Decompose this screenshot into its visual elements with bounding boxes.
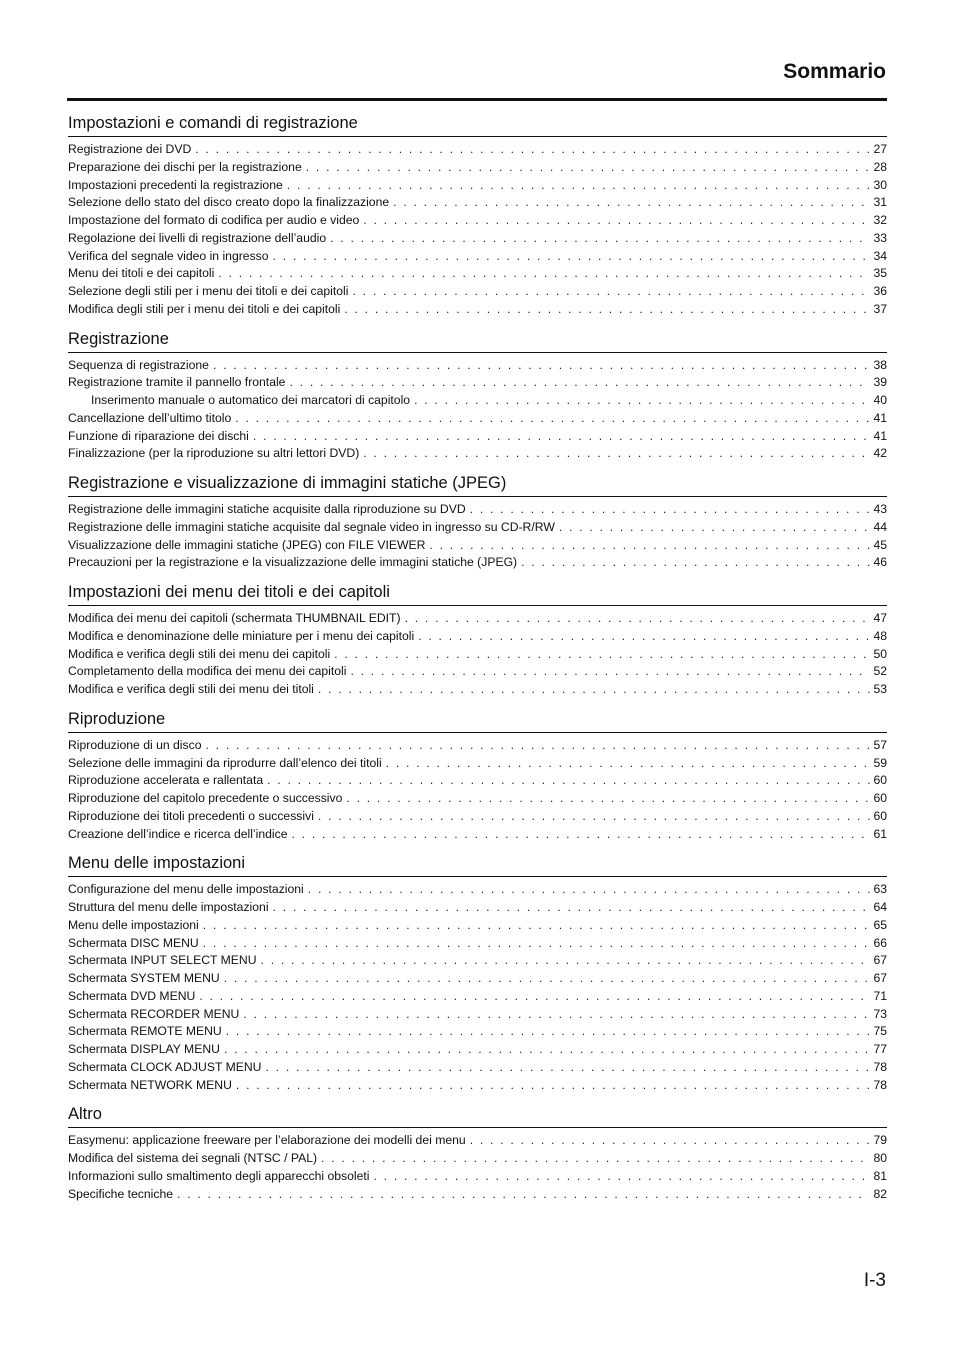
toc-entry[interactable] (68, 501, 887, 519)
toc-entry-page: 67 (873, 971, 887, 985)
toc-entry[interactable] (68, 737, 887, 755)
toc-entry[interactable] (68, 159, 887, 177)
dot-leader (203, 917, 871, 935)
toc-entry-label: Visualizzazione delle immagini statiche (JPEG) con FILE VIEWER (68, 537, 426, 552)
toc-entry-label: Selezione degli stili per i menu dei titoli e dei capitoli (68, 284, 349, 298)
toc-section (68, 851, 887, 1094)
dot-leader (289, 374, 870, 392)
toc-entry-label: Riproduzione di un disco (68, 737, 202, 752)
toc-entry[interactable] (68, 212, 887, 230)
toc-entry[interactable] (68, 935, 887, 953)
dot-leader (306, 159, 871, 177)
section-heading: Menu delle impostazioni (68, 851, 887, 877)
dot-leader (224, 1041, 870, 1059)
section-heading: Registrazione e visualizzazione di immagini statiche (JPEG) (68, 471, 887, 497)
dot-leader (414, 392, 870, 410)
toc-entry[interactable] (68, 610, 887, 628)
toc-entry-page: 36 (873, 284, 887, 298)
section-heading: Riproduzione (68, 707, 887, 733)
toc-entry[interactable] (68, 1023, 887, 1041)
toc-entry[interactable] (68, 283, 887, 301)
toc-entry[interactable] (68, 881, 887, 899)
toc-entry[interactable] (68, 1150, 887, 1168)
toc-entry-page: 60 (873, 773, 887, 788)
dot-leader (344, 301, 870, 319)
toc-entry-label: Sequenza di registrazione (68, 357, 209, 372)
toc-entry[interactable] (68, 194, 887, 212)
dot-leader (195, 141, 870, 159)
toc-entry-label: Modifica e verifica degli stili dei menu dei titoli (68, 682, 314, 696)
toc-entry-label: Modifica degli stili per i menu dei titoli e dei capitoli (68, 301, 341, 316)
dot-leader (308, 881, 871, 899)
toc-entry-page: 60 (873, 808, 887, 823)
toc-entry-label: Modifica del sistema dei segnali (NTSC / PAL) (68, 1151, 318, 1165)
page-title: Sommario (783, 60, 886, 83)
toc-entry-page: 77 (873, 1042, 887, 1056)
toc-entry[interactable] (68, 790, 887, 808)
toc-entry-page: 81 (873, 1168, 887, 1183)
dot-leader (205, 737, 870, 755)
toc-entry[interactable] (68, 646, 887, 664)
dot-leader (267, 772, 870, 790)
dot-leader (363, 445, 870, 463)
toc-entry-label: Preparazione dei dischi per la registrazione (68, 159, 302, 174)
toc-entry-label: Specifiche tecniche (68, 1186, 174, 1201)
toc-entry-label: Menu delle impostazioni (68, 917, 199, 932)
toc-entry-page: 33 (873, 230, 887, 245)
dot-leader (334, 646, 870, 664)
toc-entry-label: Schermata NETWORK MENU (68, 1077, 232, 1092)
toc-entry-label: Schermata RECORDER MENU (68, 1006, 240, 1021)
dot-leader (235, 410, 870, 428)
toc-entry[interactable] (68, 952, 887, 970)
title-rule (67, 98, 887, 101)
toc-entry-page: 57 (873, 737, 887, 752)
toc-entry[interactable] (68, 628, 887, 646)
dot-leader (273, 899, 871, 917)
dot-leader (521, 554, 870, 572)
toc-entry-page: 38 (873, 357, 887, 372)
toc-entry[interactable] (68, 177, 887, 195)
section-heading: Impostazioni e comandi di registrazione (68, 111, 887, 137)
toc-entry[interactable] (68, 410, 887, 428)
toc-entry-page: 50 (873, 646, 887, 661)
toc-entry-page: 53 (873, 682, 887, 696)
toc-section (68, 580, 887, 699)
dot-leader (352, 283, 870, 301)
toc-entry-label: Cancellazione dell’ultimo titolo (68, 410, 232, 425)
dot-leader (350, 663, 870, 681)
toc-entry[interactable] (68, 445, 887, 463)
toc-entry[interactable] (68, 970, 887, 988)
toc-entry-label: Funzione di riparazione dei dischi (68, 428, 249, 443)
dot-leader (429, 537, 870, 555)
dot-leader (346, 790, 870, 808)
toc-entry[interactable] (68, 988, 887, 1006)
toc-entry-page: 34 (873, 248, 887, 263)
toc-entry-page: 47 (873, 611, 887, 625)
toc-entry-page: 48 (873, 628, 887, 643)
dot-leader (226, 1023, 871, 1041)
toc-entry[interactable] (68, 357, 887, 375)
toc-entry[interactable] (68, 826, 887, 844)
dot-leader (287, 177, 871, 195)
dot-leader (321, 1150, 870, 1168)
toc-entry-label: Regolazione dei livelli di registrazione dell’audio (68, 230, 327, 245)
toc-entry-page: 79 (873, 1133, 887, 1148)
toc-entry[interactable] (68, 301, 887, 319)
toc-entry-page: 75 (873, 1024, 887, 1039)
toc-entry[interactable] (68, 808, 887, 826)
toc-entry-page: 60 (873, 791, 887, 805)
toc-entry-page: 37 (873, 301, 887, 316)
dot-leader (373, 1168, 870, 1186)
toc-entry-page: 59 (873, 755, 887, 770)
toc-section (68, 471, 887, 572)
toc-entry[interactable] (68, 265, 887, 283)
toc-section (68, 111, 887, 319)
toc-section (68, 1102, 887, 1203)
toc-entry-label: Schermata SYSTEM MENU (68, 971, 220, 985)
dot-leader (418, 628, 870, 646)
toc-entry-page: 41 (873, 410, 887, 425)
toc-entry[interactable] (68, 917, 887, 935)
dot-leader (224, 970, 871, 988)
toc-entry[interactable] (68, 374, 887, 392)
toc-entry-label: Riproduzione del capitolo precedente o successivo (68, 791, 343, 805)
toc-entry-page: 40 (873, 393, 887, 407)
dot-leader (470, 501, 871, 519)
toc-entry-page: 66 (873, 935, 887, 950)
toc-entry-label: Verifica del segnale video in ingresso (68, 248, 269, 263)
dot-leader (559, 519, 871, 537)
toc-entry-label: Precauzioni per la registrazione e la visualizzazione delle immagini statiche (JPEG) (68, 555, 518, 570)
toc-entry-page: 43 (873, 502, 887, 516)
toc-entry[interactable] (68, 1006, 887, 1024)
toc-section (68, 327, 887, 464)
table-of-contents (68, 111, 887, 1211)
toc-entry-page: 42 (873, 446, 887, 461)
toc-entry-page: 41 (873, 428, 887, 443)
toc-entry-label: Registrazione delle immagini statiche acquisite dalla riproduzione su DVD (68, 502, 466, 516)
toc-entry[interactable] (68, 899, 887, 917)
toc-entry-label: Easymenu: applicazione freeware per l’elaborazione dei modelli dei menu (68, 1133, 466, 1148)
toc-entry-label: Registrazione tramite il pannello frontale (68, 375, 286, 390)
section-heading: Impostazioni dei menu dei titoli e dei capitoli (68, 580, 887, 606)
toc-entry[interactable] (68, 248, 887, 266)
toc-entry[interactable] (68, 1059, 887, 1077)
toc-entry[interactable] (68, 663, 887, 681)
section-heading: Registrazione (68, 327, 887, 353)
toc-entry-label: Schermata INPUT SELECT MENU (68, 953, 257, 968)
toc-entry[interactable] (68, 1132, 887, 1150)
toc-entry-page: 82 (873, 1186, 887, 1201)
toc-entry-label: Modifica e verifica degli stili dei menu dei capitoli (68, 646, 331, 661)
dot-leader (318, 681, 871, 699)
toc-entry[interactable] (68, 681, 887, 699)
dot-leader (199, 988, 870, 1006)
dot-leader (243, 1006, 870, 1024)
toc-entry-page: 28 (873, 159, 887, 174)
toc-entry[interactable] (68, 772, 887, 790)
toc-entry-label: Finalizzazione (per la riproduzione su altri lettori DVD) (68, 446, 360, 461)
toc-entry-label: Modifica dei menu dei capitoli (schermata THUMBNAIL EDIT) (68, 611, 401, 625)
toc-entry-page: 65 (873, 917, 887, 932)
toc-entry[interactable] (68, 392, 887, 410)
toc-entry-label: Registrazione delle immagini statiche acquisite dal segnale video in ingresso su CD-R/RW (68, 519, 555, 534)
page-number: I-3 (863, 1270, 886, 1291)
toc-entry-label: Schermata DVD MENU (68, 988, 196, 1003)
toc-entry-page: 44 (873, 519, 887, 534)
toc-entry-label: Completamento della modifica dei menu dei capitoli (68, 664, 347, 679)
toc-entry-label: Creazione dell’indice e ricerca dell’indice (68, 826, 288, 841)
toc-entry-page: 64 (873, 900, 887, 914)
dot-leader (393, 194, 870, 212)
toc-entry-label: Impostazione del formato di codifica per audio e video (68, 213, 360, 227)
toc-entry[interactable] (68, 1041, 887, 1059)
toc-entry-label: Selezione delle immagini da riprodurre dall’elenco dei titoli (68, 755, 382, 770)
toc-entry-label: Menu dei titoli e dei capitoli (68, 266, 215, 281)
dot-leader (273, 248, 871, 266)
toc-entry[interactable] (68, 519, 887, 537)
dot-leader (261, 952, 871, 970)
toc-entry[interactable] (68, 230, 887, 248)
toc-entry-page: 39 (873, 375, 887, 390)
toc-entry-page: 32 (873, 213, 887, 227)
toc-section (68, 707, 887, 844)
toc-entry[interactable] (68, 554, 887, 572)
toc-entry-label: Schermata DISPLAY MENU (68, 1042, 220, 1056)
toc-entry[interactable] (68, 1077, 887, 1095)
toc-entry[interactable] (68, 1168, 887, 1186)
dot-leader (265, 1059, 870, 1077)
dot-leader (203, 935, 871, 953)
toc-entry-page: 63 (873, 882, 887, 897)
toc-entry-label: Schermata CLOCK ADJUST MENU (68, 1059, 262, 1074)
toc-entry-label: Selezione dello stato del disco creato dopo la finalizzazione (68, 195, 390, 210)
toc-entry-label: Registrazione dei DVD (68, 142, 192, 156)
toc-entry-label: Modifica e denominazione delle miniature per i menu dei capitoli (68, 628, 415, 643)
toc-entry-page: 35 (873, 266, 887, 281)
toc-entry[interactable] (68, 537, 887, 555)
dot-leader (330, 230, 870, 248)
toc-entry-page: 46 (873, 555, 887, 570)
toc-entry[interactable] (68, 1186, 887, 1204)
toc-entry-label: Informazioni sullo smaltimento degli apparecchi obsoleti (68, 1168, 370, 1183)
dot-leader (292, 826, 871, 844)
toc-entry-label: Struttura del menu delle impostazioni (68, 900, 269, 914)
toc-entry-page: 45 (873, 537, 887, 552)
toc-entry-label: Schermata DISC MENU (68, 935, 199, 950)
toc-entry[interactable] (68, 141, 887, 159)
toc-entry-page: 31 (873, 195, 887, 210)
dot-leader (405, 610, 871, 628)
toc-entry-page: 78 (873, 1059, 887, 1074)
dot-leader (363, 212, 870, 230)
toc-entry-page: 71 (873, 988, 887, 1003)
toc-entry-label: Riproduzione accelerata e rallentata (68, 773, 264, 788)
toc-entry-page: 27 (873, 142, 887, 156)
toc-entry-label: Riproduzione dei titoli precedenti o successivi (68, 808, 314, 823)
toc-entry-page: 78 (873, 1077, 887, 1092)
toc-entry-page: 61 (873, 826, 887, 841)
toc-entry-page: 73 (873, 1006, 887, 1021)
toc-entry-label: Schermata REMOTE MENU (68, 1024, 222, 1039)
toc-entry-page: 52 (873, 664, 887, 679)
dot-leader (318, 808, 871, 826)
dot-leader (177, 1186, 870, 1204)
toc-entry-page: 30 (873, 177, 887, 192)
section-heading: Altro (68, 1102, 887, 1128)
dot-leader (236, 1077, 871, 1095)
dot-leader (470, 1132, 871, 1150)
toc-entry[interactable] (68, 755, 887, 773)
dot-leader (386, 755, 871, 773)
dot-leader (218, 265, 870, 283)
toc-entry-label: Configurazione del menu delle impostazioni (68, 882, 304, 897)
dot-leader (253, 428, 871, 446)
toc-entry-label: Inserimento manuale o automatico dei marcatori di capitolo (91, 393, 411, 407)
toc-entry-page: 80 (873, 1151, 887, 1165)
toc-entry-page: 67 (873, 953, 887, 968)
toc-entry-label: Impostazioni precedenti la registrazione (68, 177, 283, 192)
toc-entry[interactable] (68, 428, 887, 446)
dot-leader (213, 357, 871, 375)
